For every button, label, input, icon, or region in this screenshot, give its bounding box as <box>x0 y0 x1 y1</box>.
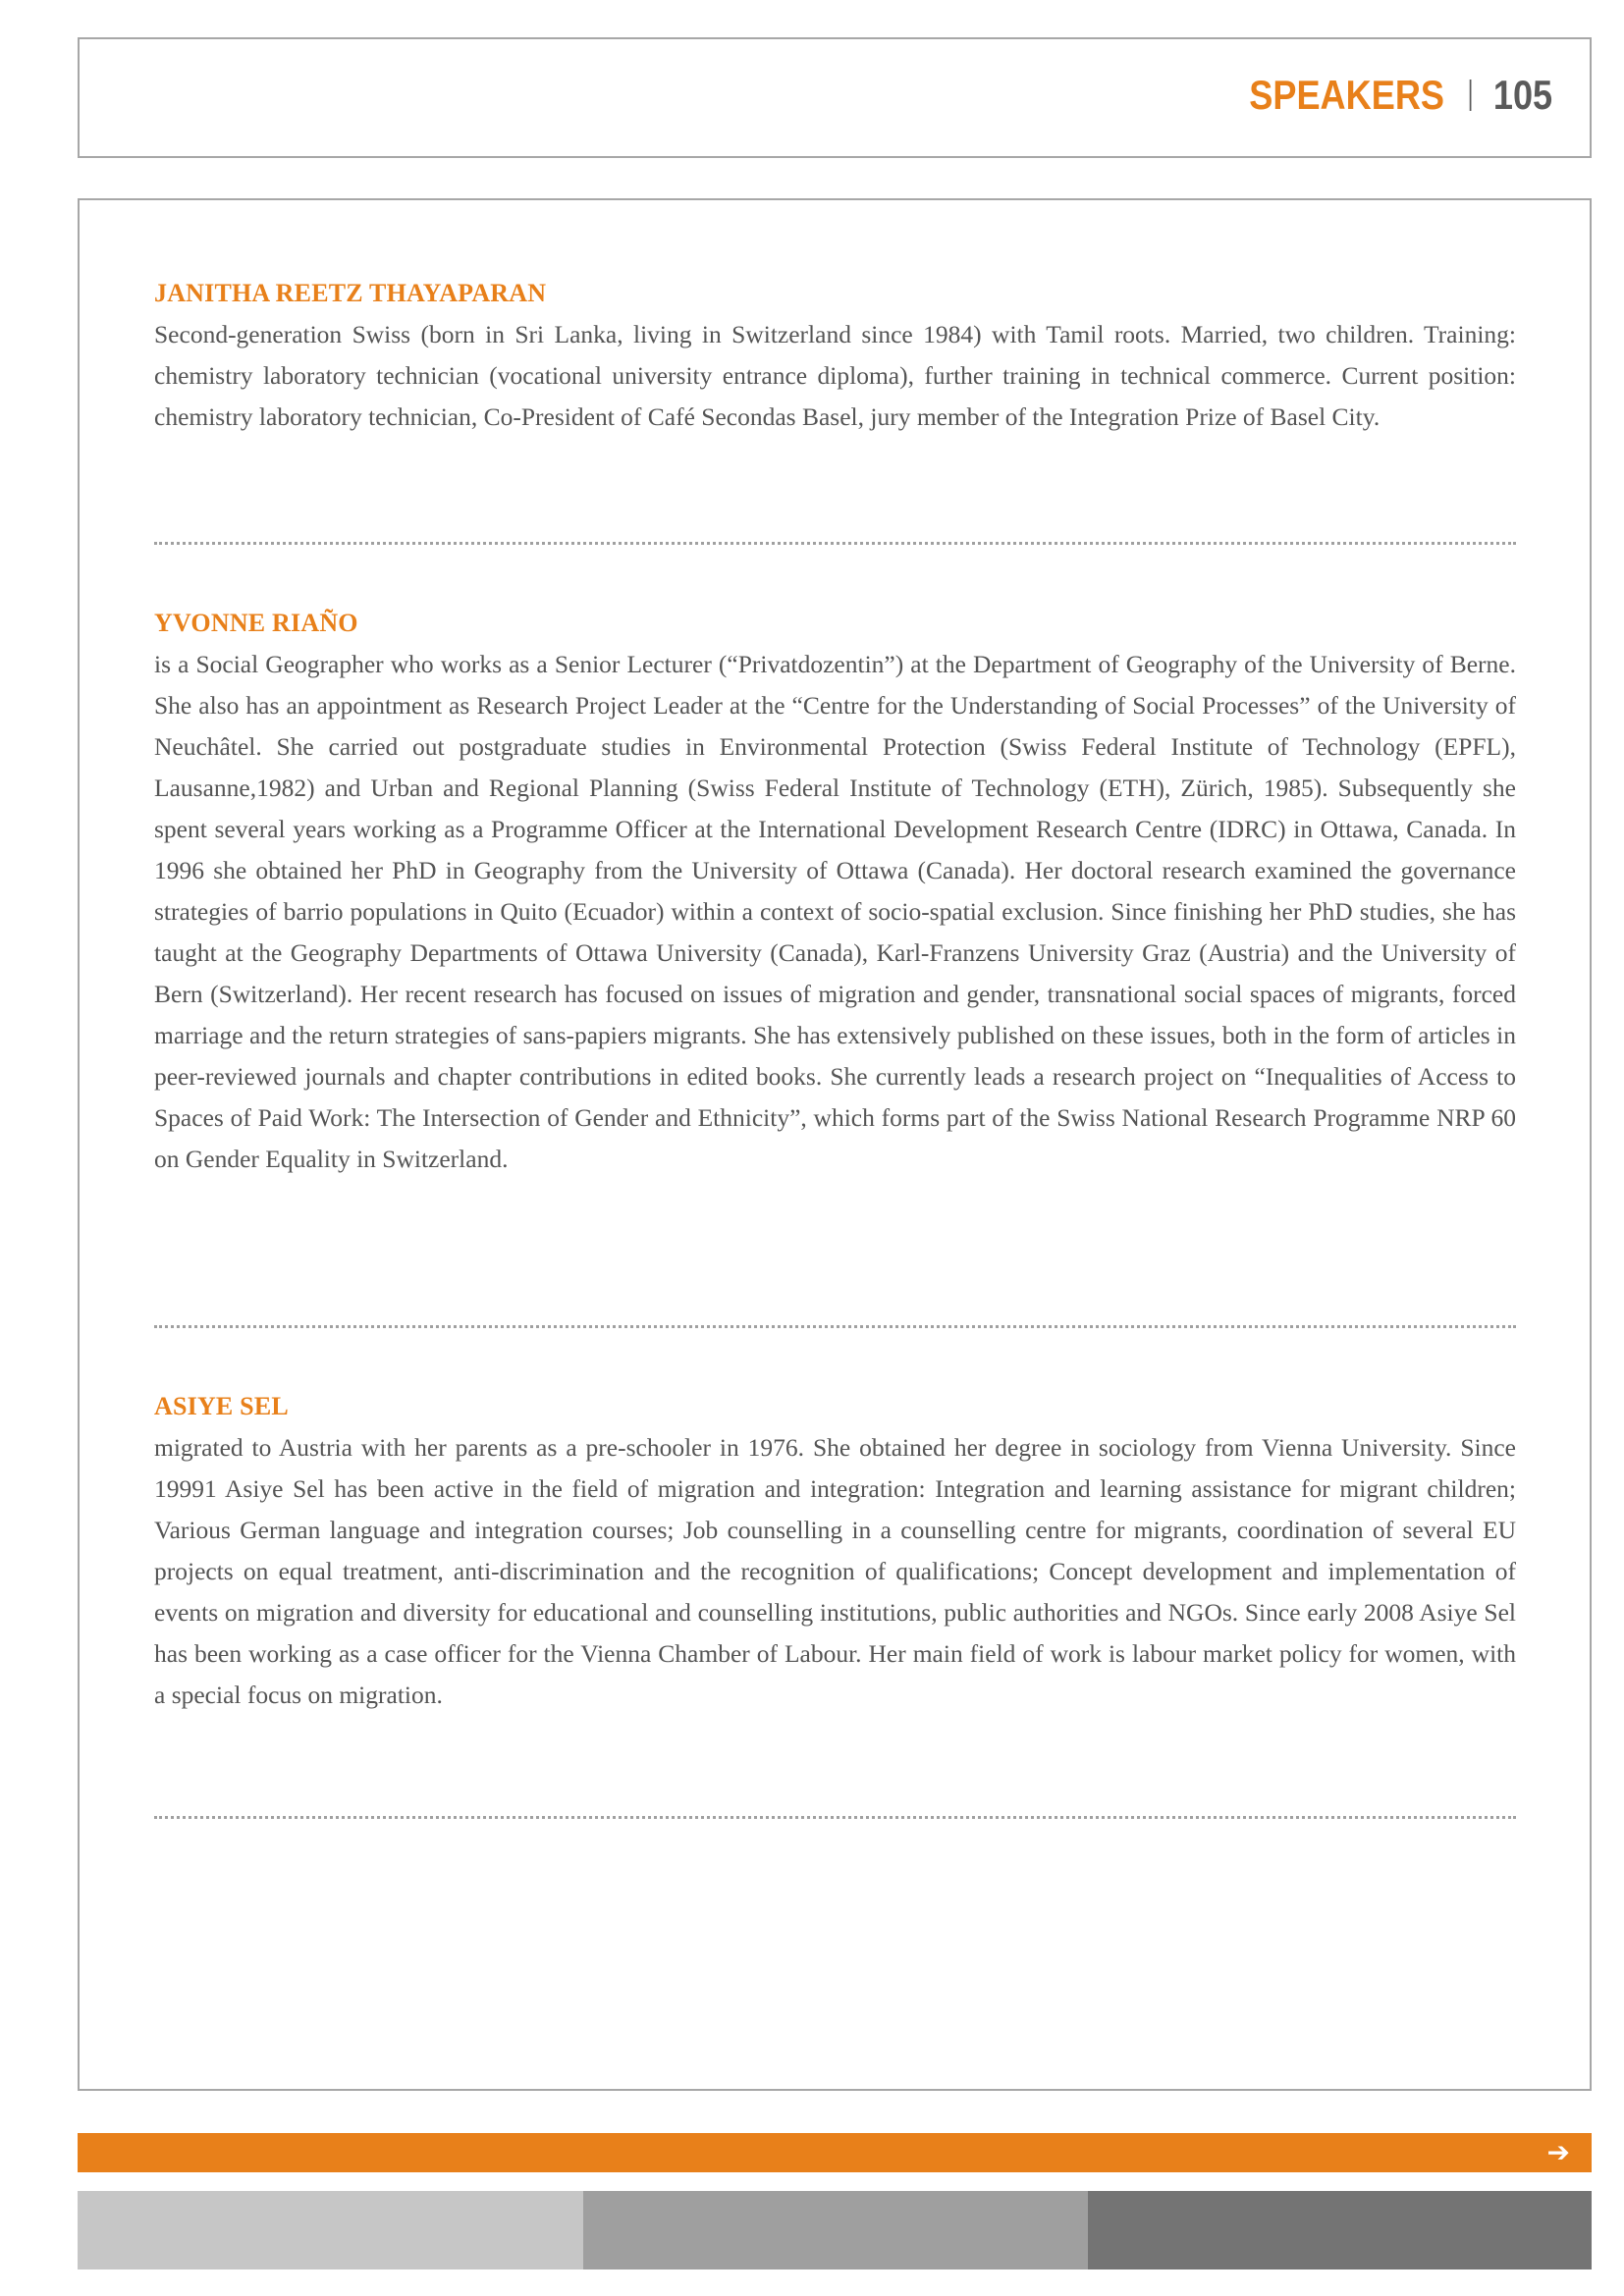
page-number: 105 <box>1492 72 1552 118</box>
arrow-right-icon[interactable]: ➔ <box>1546 2136 1570 2168</box>
footer-block-light <box>78 2191 583 2269</box>
section-title: SPEAKERS <box>1249 72 1444 118</box>
speaker-name: YVONNE RIAÑO <box>154 609 358 637</box>
speaker-bio: Second-generation Swiss (born in Sri Lanka, living in Switzerland since 1984) with Tamil roots. Married, two children. Training: chemistry laboratory technician (vocational university entrance diploma), further training in technical commerce. Current position: chemistry laboratory technician, Co-President of Café Secondas Basel, jury member of the Integration Prize of Basel City. <box>154 320 1516 431</box>
speaker-name: ASIYE SEL <box>154 1392 289 1420</box>
speaker-entry <box>154 1386 1516 1716</box>
footer-block-dark <box>1088 2191 1592 2269</box>
speaker-bio: is a Social Geographer who works as a Senior Lecturer (“Privatdozentin”) at the Department of Geography of the University of Berne. She also has an appointment as Research Project Leader at the “Centre for the Understanding of Social Processes” of the University of Neuchâtel. She carried out postgraduate studies in Environmental Protection (Swiss Federal Institute of Technology (EPFL), Lausanne,1982) and Urban and Regional Planning (Swiss Federal Institute of Technology (ETH), Zürich, 1985). Subsequently she spent several years working as a Programme Officer at the International Development Research Centre (IDRC) in Ottawa, Canada. In 1996 she obtained her PhD in Geography from the University of Ottawa (Canada). Her doctoral research examined the governance strategies of barrio populations in Quito (Ecuador) within a context of socio-spatial exclusion. Since finishing her PhD studies, she has taught at the Geography Departments of Ottawa University (Canada), Karl-Franzens University Graz (Austria) and the University of Bern (Switzerland). Her recent research has focused on issues of migration and gender, transnational social spaces of migrants, forced marriage and the return strategies of sans-papiers migrants. She has extensively published on these issues, both in the form of articles in peer-reviewed journals and chapter contributions in edited books. She currently leads a research project on “Inequalities of Access to Spaces of Paid Work: The Intersection of Gender and Ethnicity”, which forms part of the Swiss National Research Programme NRP 60 on Gender Equality in Switzerland. <box>154 650 1516 1173</box>
speaker-name: JANITHA REETZ THAYAPARAN <box>154 279 547 307</box>
speaker-entry <box>154 273 1516 438</box>
speaker-entry <box>154 603 1516 1180</box>
dotted-divider <box>154 542 1516 545</box>
dotted-divider <box>154 1816 1516 1819</box>
speaker-bio: migrated to Austria with her parents as a pre-schooler in 1976. She obtained her degree in sociology from Vienna University. Since 19991 Asiye Sel has been active in the field of migration and integration: Integration and learning assistance for migrant children; Various German language and integration courses; Job counselling in a counselling centre for migrants, coordination of several EU projects on equal treatment, anti-discrimination and the recognition of qualifications; Concept development and implementation of events on migration and diversity for educational and counselling institutions, public authorities and NGOs. Since early 2008 Asiye Sel has been working as a case officer for the Vienna Chamber of Labour. Her main field of work is labour market policy for women, with a special focus on migration. <box>154 1433 1516 1709</box>
header-divider <box>1470 80 1472 111</box>
dotted-divider <box>154 1325 1516 1328</box>
header-title-group <box>1249 72 1552 118</box>
page-header <box>78 37 1592 158</box>
next-page-bar[interactable] <box>78 2133 1592 2172</box>
footer-block-medium <box>583 2191 1088 2269</box>
